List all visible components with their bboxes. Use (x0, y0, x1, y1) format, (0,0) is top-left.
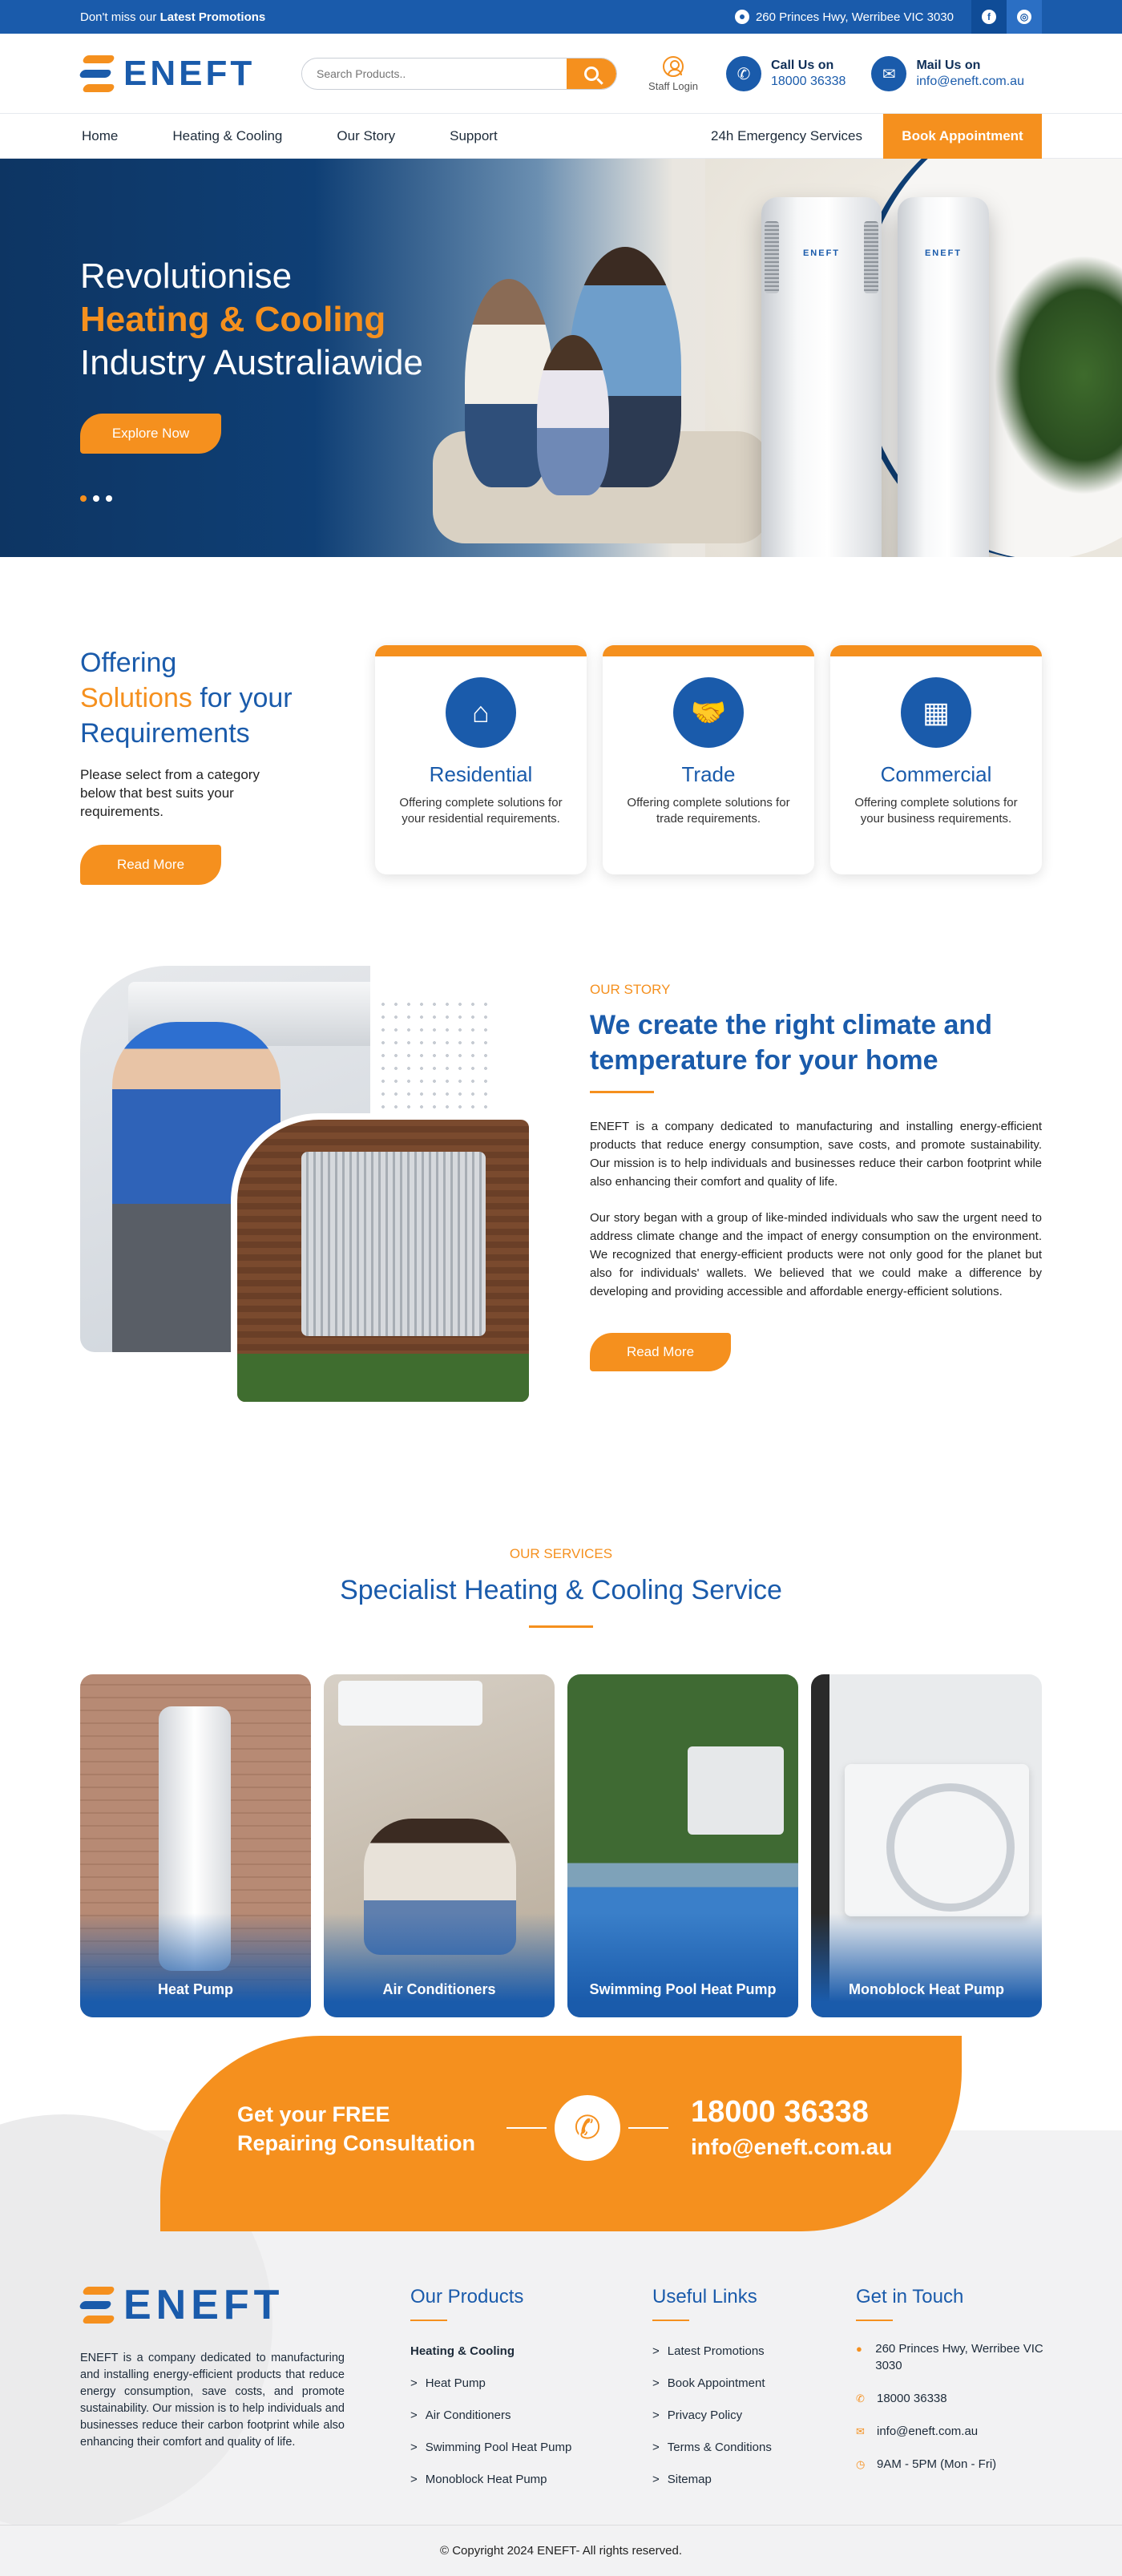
story-eyebrow: OUR STORY (590, 982, 671, 997)
clock-icon: ◷ (856, 2458, 866, 2470)
services-eyebrow: OUR SERVICES (509, 1546, 613, 1561)
phone-icon: ✆ (726, 56, 761, 91)
topbar-address: 260 Princes Hwy, Werribee VIC 3030 (735, 10, 954, 24)
hero-banner (0, 159, 1122, 557)
footer-link[interactable]: > Sitemap (652, 2473, 712, 2486)
chevron-right-icon: > (410, 2473, 418, 2486)
nav-emergency-services[interactable]: 24h Emergency Services (711, 128, 862, 143)
logo-mark-icon (80, 2283, 115, 2327)
service-monoblock-heat-pump[interactable]: Monoblock Heat Pump (811, 1674, 1042, 2017)
cta-email[interactable]: info@eneft.com.au (691, 2134, 893, 2159)
offering-desc: Please select from a category below that best suits your requirements. (80, 767, 260, 819)
services-title: Specialist Heating & Cooling Service (340, 1575, 782, 1605)
search-bar (301, 58, 617, 90)
footer-link[interactable]: > Heat Pump (410, 2376, 486, 2390)
staff-login-link[interactable]: Staff Login (644, 56, 702, 92)
slider-dot[interactable] (93, 495, 99, 502)
footer-about: ENEFT is a company dedicated to manufacturing and installing energy-efficient products that reduce energy consumption, save costs, and promote sustainability. Our mission is to help individuals and businesses reduce their carbon footprint while also enhancing their comfort and quality of life. (80, 2352, 345, 2449)
location-pin-icon (735, 10, 749, 24)
phone-icon[interactable]: ✆ (555, 2095, 620, 2161)
story-read-more-button[interactable]: Read More (590, 1333, 731, 1371)
hero-heading: Revolutionise Heating & Cooling Industry Australiawide (80, 256, 423, 382)
footer-link[interactable]: > Monoblock Heat Pump (410, 2473, 547, 2486)
search-icon (584, 67, 599, 81)
chevron-right-icon: > (410, 2376, 418, 2390)
footer-logo[interactable]: ENEFT (80, 2281, 345, 2329)
instagram-link[interactable] (1007, 0, 1042, 34)
nav-home[interactable]: Home (82, 128, 119, 143)
logo-mark-icon (80, 52, 115, 95)
story-title: We create the right climate and temperature for your home (590, 1010, 992, 1076)
heat-pump-tank-image-2: ENEFT (898, 197, 989, 557)
footer-link[interactable]: > Latest Promotions (652, 2344, 765, 2358)
handshake-icon: 🤝 (673, 677, 744, 748)
plant-image (994, 255, 1122, 495)
service-air-conditioners[interactable]: Air Conditioners (324, 1674, 555, 2017)
house-icon: ⌂ (446, 677, 516, 748)
chevron-right-icon: > (652, 2408, 660, 2422)
copyright-bar (0, 2525, 1122, 2576)
top-bar (0, 0, 1122, 34)
footer-link[interactable]: > Terms & Conditions (652, 2441, 772, 2454)
instagram-icon: ◎ (1017, 10, 1031, 24)
offering-read-more-button[interactable]: Read More (80, 845, 221, 885)
facebook-icon: f (982, 10, 996, 24)
offering-title: Offering Solutions for your Requirements (80, 648, 293, 749)
services-section (0, 1479, 1122, 2056)
call-us[interactable]: ✆ Call Us on 18000 36338 (726, 56, 846, 91)
site-header (0, 34, 1122, 114)
search-input[interactable] (302, 67, 567, 80)
divider (590, 1091, 654, 1093)
promo-text[interactable]: Don't miss our Latest Promotions (80, 10, 266, 24)
footer-hours: ◷ 9AM - 5PM (Mon - Fri) (856, 2457, 997, 2471)
book-appointment-button[interactable]: Book Appointment (883, 114, 1042, 159)
footer-address: ● 260 Princes Hwy, Werribee VIC 3030 (856, 2342, 1043, 2372)
footer-contact: Get in Touch ● 260 Princes Hwy, Werribee VIC 3030 ✆ 18000 36338 ✉ info@eneft.com.au ◷ 9AM - 5PM (Mon - Fri) (856, 2286, 1048, 2489)
slider-dot[interactable] (106, 495, 112, 502)
heat-pump-tank-image: ENEFT (761, 197, 882, 557)
footer-email[interactable]: ✉ info@eneft.com.au (856, 2425, 979, 2438)
mail-icon: ✉ (856, 2425, 865, 2437)
offering-section (0, 557, 1122, 934)
chevron-right-icon: > (410, 2408, 418, 2422)
footer-link[interactable]: > Swimming Pool Heat Pump (410, 2441, 572, 2454)
chevron-right-icon: > (652, 2344, 660, 2358)
mail-us[interactable]: ✉ Mail Us on info@eneft.com.au (871, 56, 1024, 91)
footer-phone[interactable]: ✆ 18000 36338 (856, 2392, 947, 2405)
main-nav (0, 114, 1122, 159)
dot-pattern (377, 998, 497, 1118)
site-logo[interactable]: ENEFT (80, 52, 301, 95)
service-pool-heat-pump[interactable]: Swimming Pool Heat Pump (567, 1674, 798, 2017)
location-pin-icon: ● (856, 2343, 862, 2355)
slider-dot[interactable] (80, 495, 87, 502)
copyright-text: © Copyright 2024 ENEFT- All rights reserved. (439, 2544, 682, 2558)
search-button[interactable] (567, 58, 616, 90)
facebook-link[interactable] (971, 0, 1007, 34)
chevron-right-icon: > (652, 2473, 660, 2486)
footer-link[interactable]: > Privacy Policy (652, 2408, 743, 2422)
call-number: 18000 36338 (771, 75, 846, 88)
footer-link[interactable]: > Book Appointment (652, 2376, 765, 2390)
explore-now-button[interactable]: Explore Now (80, 414, 221, 454)
nav-our-story[interactable]: Our Story (337, 128, 396, 143)
cta-text: Get your FREE Repairing Consultation (237, 2102, 475, 2155)
chevron-right-icon: > (410, 2441, 418, 2454)
card-trade[interactable]: 🤝 Trade Offering complete solutions for trade requirements. (603, 645, 814, 874)
nav-heating-cooling[interactable]: Heating & Cooling (172, 128, 283, 143)
outdoor-unit-image (231, 1113, 535, 1408)
story-paragraph-1: ENEFT is a company dedicated to manufacturing and installing energy-efficient products that reduce energy consumption, save costs, and promote sustainability. Our mission is to help individuals and businesses reduce their carbon footprint while also enhancing their comfort and quality of life. (590, 1120, 1042, 1189)
mail-icon: ✉ (871, 56, 906, 91)
service-heat-pump[interactable]: Heat Pump (80, 1674, 311, 2017)
footer-link[interactable]: > Air Conditioners (410, 2408, 511, 2422)
story-paragraph-2: Our story began with a group of like-minded individuals who saw the urgent need to address climate change and the impact of energy consumption on the environment. We recognized that energy-efficient products were not only good for the planet but also for individuals' wallets. We believed that we could make a difference by developing and providing accessible and affordable energy-efficient solutions. (590, 1211, 1042, 1298)
card-commercial[interactable]: ▦ Commercial Offering complete solutions for your business requirements. (830, 645, 1042, 874)
phone-icon: ✆ (856, 2392, 865, 2404)
cta-phone[interactable]: 18000 36338 (691, 2095, 869, 2129)
footer-products: Our Products Heating & Cooling > Heat Pump > Air Conditioners > Swimming Pool Heat Pump > Monoblock Heat Pump (410, 2286, 571, 2496)
consultation-banner (160, 2036, 962, 2231)
divider (529, 1625, 593, 1628)
family-image (449, 247, 713, 511)
our-story-section (0, 934, 1122, 1479)
nav-support[interactable]: Support (450, 128, 498, 143)
chevron-right-icon: > (652, 2441, 660, 2454)
slider-dots (80, 495, 112, 502)
mail-address: info@eneft.com.au (916, 75, 1024, 88)
footer-products-heading[interactable]: Heating & Cooling (410, 2344, 515, 2358)
chevron-right-icon: > (652, 2376, 660, 2390)
user-icon (663, 56, 684, 77)
card-residential[interactable]: ⌂ Residential Offering complete solutions for your residential requirements. (375, 645, 587, 874)
building-icon: ▦ (901, 677, 971, 748)
footer-useful-links: Useful Links > Latest Promotions > Book Appointment > Privacy Policy > Terms & Conditions > Sitemap (652, 2286, 772, 2496)
